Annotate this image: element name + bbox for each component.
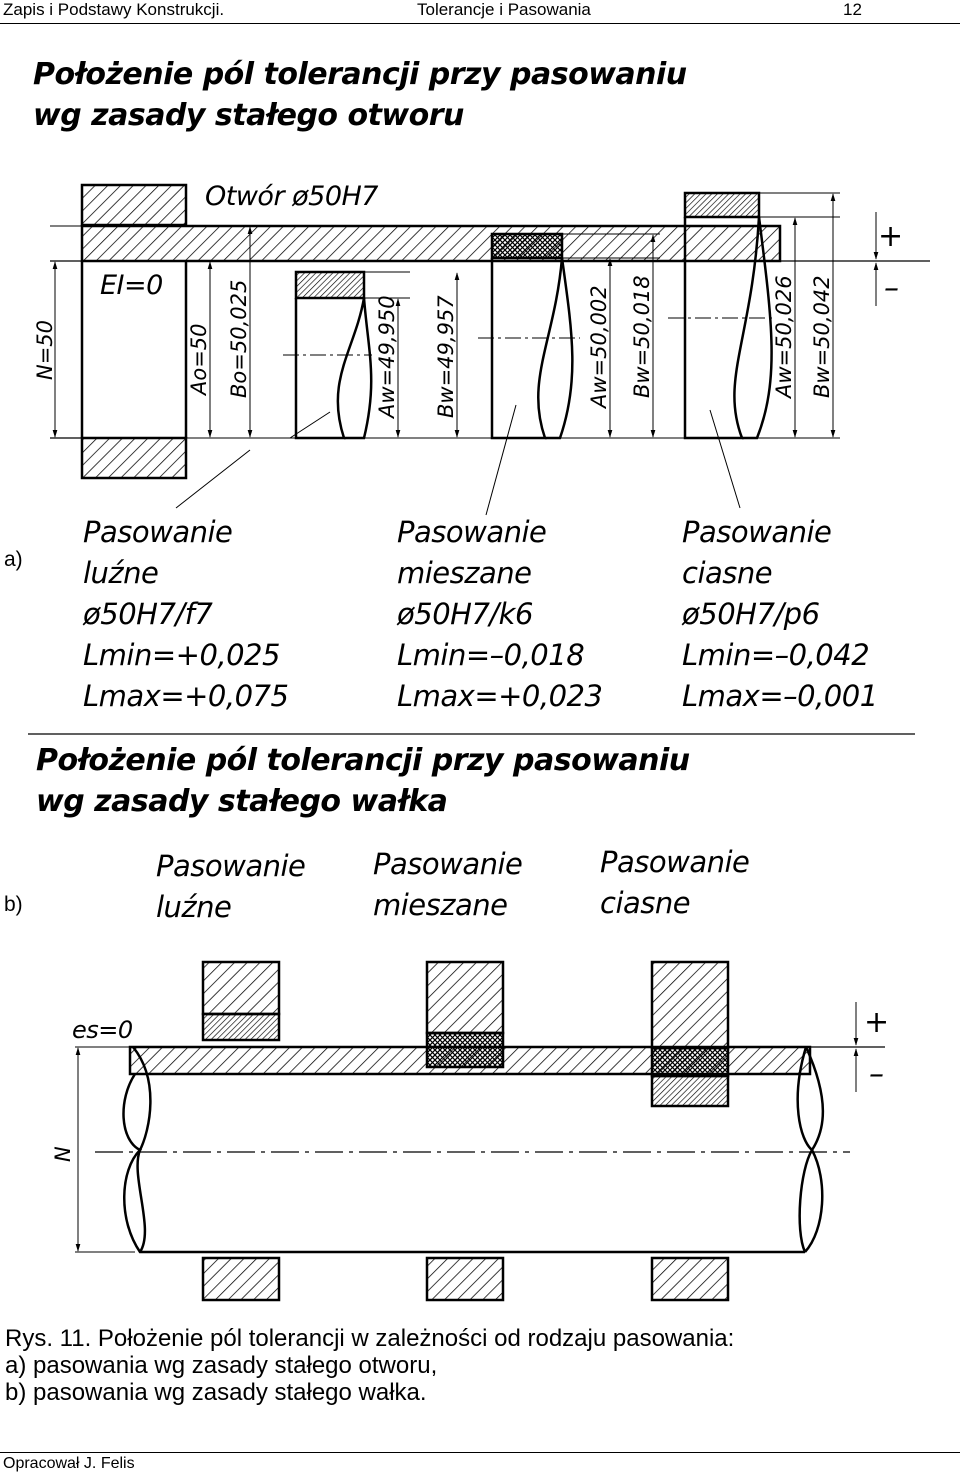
- ei-label: EI=0: [100, 270, 163, 301]
- dim-n-b: N: [51, 1146, 75, 1162]
- fit-a3-line2: ciasne: [682, 556, 773, 590]
- shaft-k6-tolerance: [492, 234, 562, 258]
- fit-a2-line2: mieszane: [397, 556, 532, 590]
- header-left: Zapis i Podstawy Konstrukcji.: [3, 0, 225, 19]
- fit-a1-line1: Pasowanie: [83, 515, 233, 549]
- fit-a2-code: ø50H7/k6: [397, 597, 533, 631]
- fit-a1-lmax: Lmax=+0,075: [83, 679, 289, 713]
- caption-line3: b) pasowania wg zasady stałego wałka.: [5, 1379, 427, 1406]
- fit-b1-line2: luźne: [156, 890, 232, 924]
- section-b-title-line2: wg zasady stałego wałka: [36, 784, 448, 819]
- footer-author: Opracował J. Felis: [3, 1455, 135, 1472]
- section-a-title-line1: Położenie pól tolerancji przy pasowaniu: [33, 57, 687, 92]
- hole-label: Otwór ø50H7: [205, 181, 378, 212]
- fit-b1-line1: Pasowanie: [156, 849, 306, 883]
- fit-a1-lmin: Lmin=+0,025: [83, 638, 280, 672]
- fit-a3-line1: Pasowanie: [682, 515, 832, 549]
- hole-wall-top: [82, 185, 186, 225]
- fit-a1-code: ø50H7/f7: [83, 597, 213, 631]
- shaft-f7-tolerance: [296, 272, 364, 298]
- dim-aw1: Aw=49,950: [375, 295, 399, 418]
- dim-aw3: Aw=50,026: [772, 275, 796, 398]
- hole-basis-diagram: [33, 185, 930, 515]
- shaft-basis-diagram: [51, 962, 885, 1300]
- fit-b3: [600, 842, 749, 924]
- label-b: b): [4, 893, 23, 916]
- fit-a2-lmax: Lmax=+0,023: [397, 679, 603, 713]
- fit-a3-code: ø50H7/p6: [682, 597, 820, 631]
- fit-a2: [397, 512, 602, 717]
- fit-a1-line2: luźne: [83, 556, 159, 590]
- fit-b3-line2: ciasne: [600, 886, 691, 920]
- fit-a3-lmax: Lmax=–0,001: [682, 679, 878, 713]
- fit-a1: [83, 512, 288, 717]
- hole-F-tolerance: [203, 1014, 279, 1040]
- section-a-title-line2: wg zasady stałego otworu: [33, 98, 464, 133]
- label-a: a): [4, 548, 23, 571]
- dim-bw2: Bw=50,018: [630, 275, 654, 398]
- dim-n: N=50: [33, 319, 57, 380]
- fit-a2-lmin: Lmin=–0,018: [397, 638, 585, 672]
- hole-wall-bottom: [82, 438, 186, 478]
- caption-line2: a) pasowania wg zasady stałego otworu,: [5, 1352, 438, 1379]
- caption-line1: Rys. 11. Położenie pól tolerancji w zależności od rodzaju pasowania:: [5, 1325, 735, 1352]
- section-b-title-line1: Położenie pól tolerancji przy pasowaniu: [36, 743, 690, 778]
- footer-rule: [0, 1452, 960, 1453]
- dim-bw1: Bw=49,957: [434, 295, 458, 418]
- fit-b2-line1: Pasowanie: [373, 847, 523, 881]
- hole-P-tolerance: [652, 1076, 728, 1106]
- hole-tolerance-band: [82, 226, 780, 261]
- minus-sign-a: –: [884, 271, 899, 306]
- es-label: es=0: [72, 1016, 133, 1044]
- dim-ao: Ao=50: [187, 323, 211, 395]
- header-center: Tolerancje i Pasowania: [417, 0, 591, 19]
- plus-sign-b: +: [864, 1005, 889, 1040]
- dim-bo: Bo=50,025: [227, 279, 251, 398]
- minus-sign-b: –: [869, 1057, 884, 1092]
- fit-b3-line1: Pasowanie: [600, 845, 750, 879]
- plus-sign-a: +: [878, 219, 903, 254]
- hole-K-tolerance: [427, 1033, 503, 1067]
- fit-b2-line2: mieszane: [373, 888, 508, 922]
- figure-caption: [5, 1325, 734, 1406]
- page-number: 12: [843, 0, 862, 19]
- fit-a3-lmin: Lmin=–0,042: [682, 638, 870, 672]
- dim-aw2: Aw=50,002: [587, 285, 611, 408]
- fit-a2-line1: Pasowanie: [397, 515, 547, 549]
- fit-b1: [156, 846, 305, 928]
- dim-bw3: Bw=50,042: [810, 275, 834, 398]
- fit-a3: [682, 512, 878, 717]
- shaft-p6-tolerance: [685, 193, 759, 217]
- fit-b2: [373, 844, 522, 926]
